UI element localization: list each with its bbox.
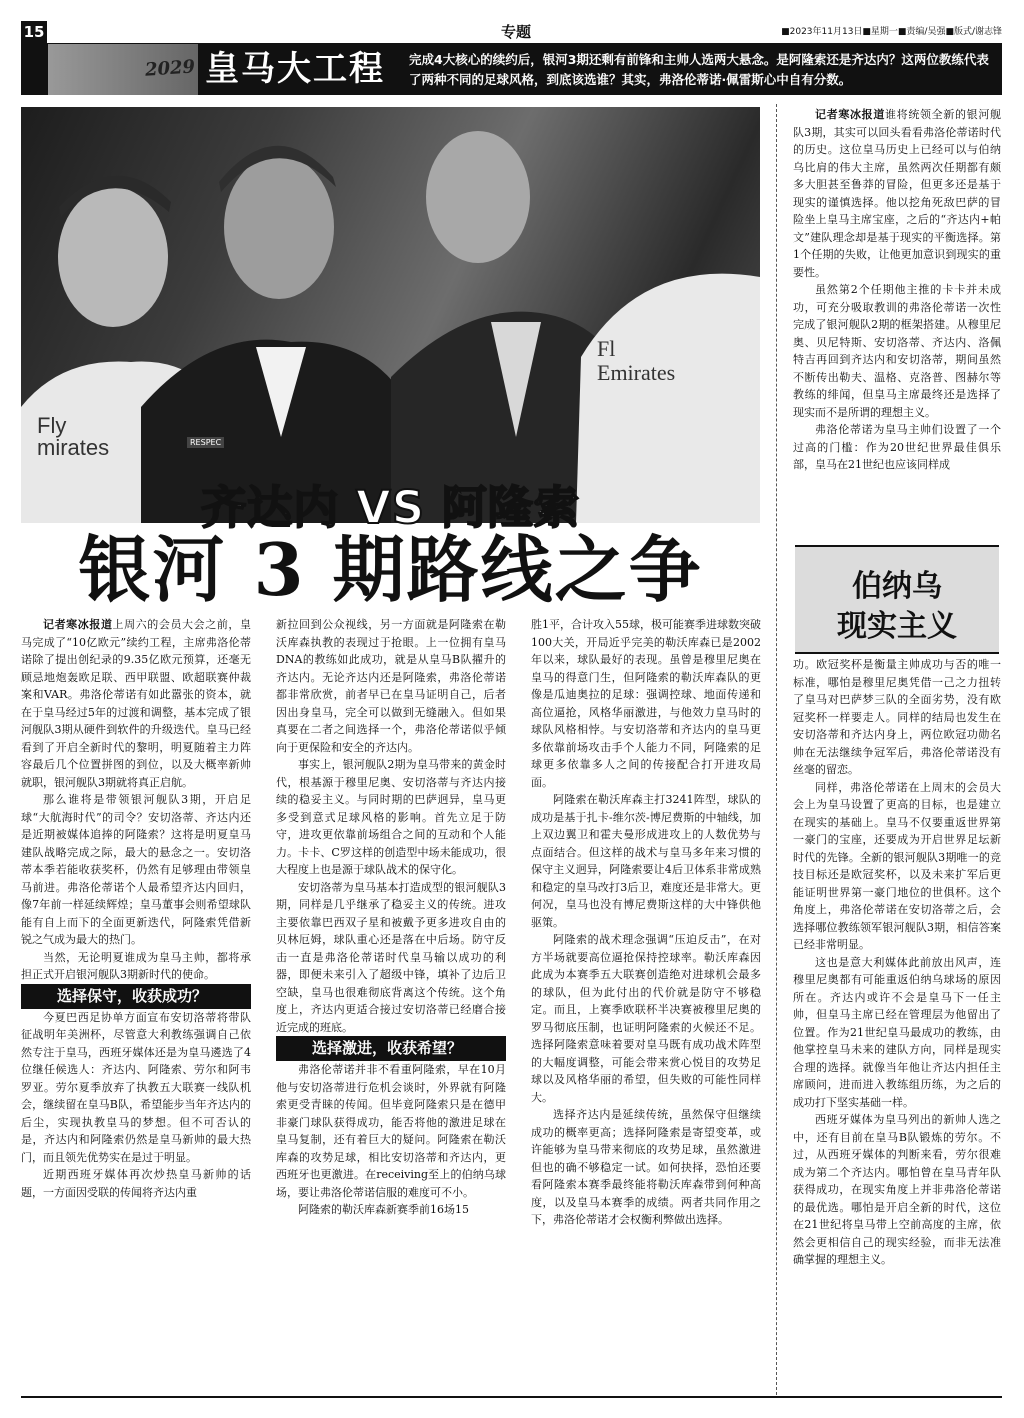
paragraph: 胜1平，合计攻入55球，极可能赛季进球数突破100大关，开局近乎完美的勒沃库森已是2002年以来，球队最好的表现。虽曾是穆里尼奥在皇马的得意门生，但阿隆索的勒沃库森队的更像是瓜迪奥拉的足球：强调控球、地面传递和高位逼抢，风格华丽激进，与他效力皇马时的球队风格相悖。与安切洛蒂和齐达内的皇马更多依靠前场攻击手个人能力不同，阿隆索的足球更多依靠多人之间的传接配合打开进攻局面。	[531, 618, 761, 789]
subheading-conservative: 选择保守，收获成功？	[21, 984, 251, 1009]
headline-vs: 齐达内 VS 阿隆索	[201, 481, 580, 534]
byline-2: 记者寒冰报道	[815, 108, 885, 121]
article-column-2	[276, 616, 506, 1219]
headline-block	[21, 481, 760, 612]
photo-figures	[21, 107, 760, 523]
paragraph: 谁将统领全新的银河舰队3期，其实可以回头看看弗洛伦蒂诺时代的历史。这位皇马历史上已经可以与伯纳乌比肩的伟大主席，虽然两次任期都有颇多大胆甚至鲁莽的冒险，但更多还是基于现实的谨慎选择。他以挖角死敌巴萨的冒险坐上皇马主席宝座，之后的“齐达内+帕文”建队理念却是基于现实的平衡选择。第1个任期的失败，让他更加意识到现实的重要性。	[793, 108, 1001, 279]
article-column-1	[21, 616, 251, 1201]
date-line: ■2023年11月13日■星期一■责编/吴强■版式/谢志锋	[781, 27, 1002, 37]
banner-title: 皇马大工程	[205, 49, 385, 89]
paragraph: 选择齐达内是延续传统，虽然保守但继续成功的概率更高；选择阿隆索是寄望变革，或许能够为皇马带来彻底的攻势足球，虽然激进但也的确不够稳定一试。如何抉择，恐怕还要看阿隆索本赛季最终能将勒沃库森带到何种高度，以及皇马本赛季的成绩。两者共同作用之下，弗洛伦蒂诺才会权衡利弊做出选择。	[531, 1108, 761, 1226]
banner-summary: 完成4大核心的续约后，银河3期还剩有前锋和主帅人选两大悬念。是阿隆索还是齐达内？这两位教练代表了两种不同的足球风格，到底该选谁？其实，弗洛伦蒂诺·佩雷斯心中自有分数。	[409, 52, 989, 87]
jersey-year: 2029	[144, 56, 196, 81]
sidebar-heading-line-1: 伯纳乌	[852, 569, 942, 604]
subheading-radical: 选择激进，收获希望？	[276, 1036, 506, 1061]
column-rule	[776, 104, 777, 1395]
page-header	[21, 21, 1002, 44]
coaches-photo	[21, 107, 760, 523]
article-column-3	[531, 616, 761, 1229]
jersey-sponsor-left: Fly mirates	[37, 413, 110, 460]
paragraph: 事实上，银河舰队2期为皇马带来的黄金时代，根基源于穆里尼奥、安切洛蒂与齐达内接续的稳妥主义。与同时期的巴萨迥异，皇马更多受到意式足球风格的影响。首先立足于防守，进攻更依靠前场组合之间的互动和个人能力。卡卡、C罗这样的创造型中场未能成功，很大程度上也是源于球队战术的保守化。	[276, 758, 506, 876]
paragraph: 阿隆索在勒沃库森主打3241阵型，球队的成功是基于扎卡-维尔茨-博尼费斯的中轴线，加上双边翼卫和霍夫曼形成进攻上的人数优势与点面结合。但这样的战术与皇马多年来习惯的保守主义迥异，阿隆索要让4后卫体系非常成熟和稳定的皇马改打3后卫，难度还是非常大。更何况，皇马也没有博尼费斯这样的大中锋供他驱策。	[531, 793, 761, 929]
paragraph: 当然，无论明夏谁成为皇马主帅，都将承担正式开启银河舰队3期新时代的使命。	[21, 950, 251, 981]
sidebar-heading-box	[795, 545, 999, 654]
paragraph: 虽然第2个任期他主推的卡卡并未成功，可充分吸取教训的弗洛伦蒂诺一次性完成了银河舰队2期的框架搭建。从穆里尼奥、贝尼特斯、安切洛蒂、齐达内、洛佩特吉再回到齐达内和安切洛蒂，期间虽然不断传出勒夫、温格、克洛普、图赫尔等教练的绯闻，但皇马主席最终还是选择了现实而不是所谓的理想主义。	[793, 283, 1001, 419]
bottom-rule	[21, 1396, 1002, 1398]
sidebar-heading-line-2: 现实主义	[837, 609, 957, 644]
jersey-badge: RESPEC	[187, 437, 224, 448]
article-column-4-top	[793, 106, 1001, 474]
article-column-4-bottom	[793, 656, 1001, 1269]
paragraph: 功。欧冠奖杯是衡量主帅成功与否的唯一标准，哪怕是穆里尼奥凭借一己之力扭转了皇马对巴萨梦三队的全面劣势，没有欧冠奖杯一样要走人。同样的结局也发生在安切洛蒂和齐达内身上，两位欧冠功勋名帅在无法继续争冠军后，弗洛伦蒂诺没有丝毫的留恋。	[793, 658, 1001, 776]
jersey-sponsor-right: Fl Emirates	[597, 336, 676, 385]
headline-main: 银河 3 期路线之争	[78, 527, 703, 612]
paragraph: 阿隆索的战术理念强调“压迫反击”，在对方半场就要高位逼抢保持控球率。勒沃库森因此成为本赛季五大联赛创造绝对进球机会最多的球队，但为此付出的代价就是防守不够稳定。而且，上赛季欧联杯半决赛被穆里尼奥的罗马彻底压制，也证明阿隆索的火候还不足。选择阿隆索意味着要对皇马既有成功战术阵型的大幅度调整，可能会带来赏心悦目的攻势足球以及风格华丽的希望，但失败的可能性同样大。	[531, 933, 761, 1104]
paragraph: 阿隆索的勒沃库森新赛季前16场15	[298, 1203, 469, 1216]
page-number: 15	[21, 21, 47, 43]
paragraph: 安切洛蒂为皇马基本打造成型的银河舰队3期，同样是几乎继承了稳妥主义的传统。进攻主要依靠巴西双子星和被戴予更多进攻自由的贝林厄姆，球队重心还是落在中后场。防守反击一直是弗洛伦蒂诺时代皇马输以成功的利器，即便未来引入了超级中锋，填补了边后卫空缺，皇马也很难彻底背离这个传统。这个角度上，齐达内更适合接过安切洛蒂已经磨合接近完成的班底。	[276, 880, 506, 1034]
paragraph: 那么谁将是带领银河舰队3期，开启足球“大航海时代”的司令？安切洛蒂、齐达内还是近期被媒体追捧的阿隆索？这将是明夏皇马建队战略完成之际，最大的悬念之一。安切洛蒂本季若能收获奖杯，仍然有足够理由带领皇马前进。弗洛伦蒂诺个人最希望齐达内回归，像7年前一样延续辉煌；皇马董事会则希望球队能有自上而下的全面更新迭代，阿隆索凭借新锐之气成为最大的热门。	[21, 793, 251, 946]
paragraph: 今夏巴西足协单方面宣布安切洛蒂将带队征战明年美洲杯，尽管意大利教练强调自己依然专注于皇马，西班牙媒体还是为皇马遴选了4位继任候选人：齐达内、阿隆索、劳尔和阿韦罗亚。劳尔夏季放弃了执教五大联赛一线队机会，继续留在皇马B队，希望能步当年齐达内的后尘，实现执教皇马的梦想。但不可否认的是，齐达内和阿隆索仍然是皇马新帅的最大热门，而且领先优势实在是过于明显。	[21, 1010, 251, 1164]
paragraph: 上周六的会员大会之前，皇马完成了“10亿欧元”续约工程，主席弗洛伦蒂诺除了提出创纪录的9.35亿欧元预算，还毫无顾忌地炮轰欧足联、西甲联盟、欧超联赛仲裁案和VAR。弗洛伦蒂诺有如此嚣张的资本，就在于皇马经过5年的过渡和调整，基本完成了银河舰队3期从硬件到软件的升级迭代。皇马已经看到了开启全新时代的黎明，明夏随着主力阵容最后几个位置拼图的到位，以及大概率新帅就职，银河舰队3期就将真正启航。	[21, 618, 252, 789]
paragraph: 新拉回到公众视线，另一方面就是阿隆索在勒沃库森执教的表现过于抢眼。上一位拥有皇马DNA的教练如此成功，就是从皇马B队擢升的齐达内。无论齐达内还是阿隆索，弗洛伦蒂诺都非常欣赏，前者早已在皇马证明自己，后者因出身皇马，完全可以做到无缝融入。但如果真要在二者之间选择一个，弗洛伦蒂诺似乎倾向于更保险和安全的齐达内。	[276, 618, 506, 754]
paragraph: 弗洛伦蒂诺并非不看重阿隆索，早在10月他与安切洛蒂进行危机会谈时，外界就有阿隆索更受青睐的传闻。但毕竟阿隆索只是在德甲非豪门球队获得成功，能否将他的激进足球在皇马复制，还有着巨大的疑问。阿隆索在勒沃库森的攻势足球，相比安切洛蒂和齐达内，更西班牙也更激进。在receiving至上的伯纳乌球场，要让弗洛伦蒂诺信服的难度可不小。	[276, 1063, 506, 1199]
byline: 记者寒冰报道	[43, 618, 113, 631]
banner-jersey-image	[48, 44, 198, 95]
paragraph: 近期西班牙媒体再次炒热皇马新帅的话题，一方面因受联的传闻将齐达内重	[21, 1168, 251, 1199]
paragraph: 弗洛伦蒂诺为皇马主帅们设置了一个过高的门槛：作为20世纪世界最佳俱乐部，皇马在21世纪也应该同样成	[793, 423, 1001, 471]
section-title: 专题	[501, 23, 532, 41]
paragraph: 西班牙媒体为皇马列出的新帅人选之中，还有目前在皇马B队锻炼的劳尔。不过，从西班牙媒体的判断来看，劳尔很难成为第二个齐达内。哪怕曾在皇马青年队获得成功，在现实角度上并非弗洛伦蒂诺的最优选。哪怕是开启全新的时代，这位在21世纪将皇马带上空前高度的主席，依然会更相信自己的现实经验，而非无法准确掌握的理想主义。	[793, 1113, 1001, 1266]
paragraph: 这也是意大利媒体此前放出风声，连穆里尼奥都有可能重返伯纳乌球场的原因所在。齐达内或许不会是皇马下一任主帅，但皇马主席已经在管理层为他留出了位置。作为21世纪皇马最成功的教练，由他掌控皇马未来的建队方向，同样是现实合理的选择。就像当年他让齐达内担任主席顾问，进而进入教练组历练，为之后的成功打下坚实基础一样。	[793, 955, 1001, 1109]
paragraph: 同样，弗洛伦蒂诺在上周末的会员大会上为皇马设置了更高的目标，也是建立在现实的基础上。皇马不仅要重返世界第一豪门的宝座，还要成为开启世界足坛新时代的先锋。全新的银河舰队3期唯一的竞技目标还是欧冠奖杯，以及未来扩军后更能证明世界第一豪门地位的世俱杯。这个角度上，弗洛伦蒂诺在安切洛蒂之后，会选择哪位教练领军银河舰队3期，相信答案已经非常明显。	[793, 780, 1001, 951]
topic-banner	[21, 44, 1002, 95]
